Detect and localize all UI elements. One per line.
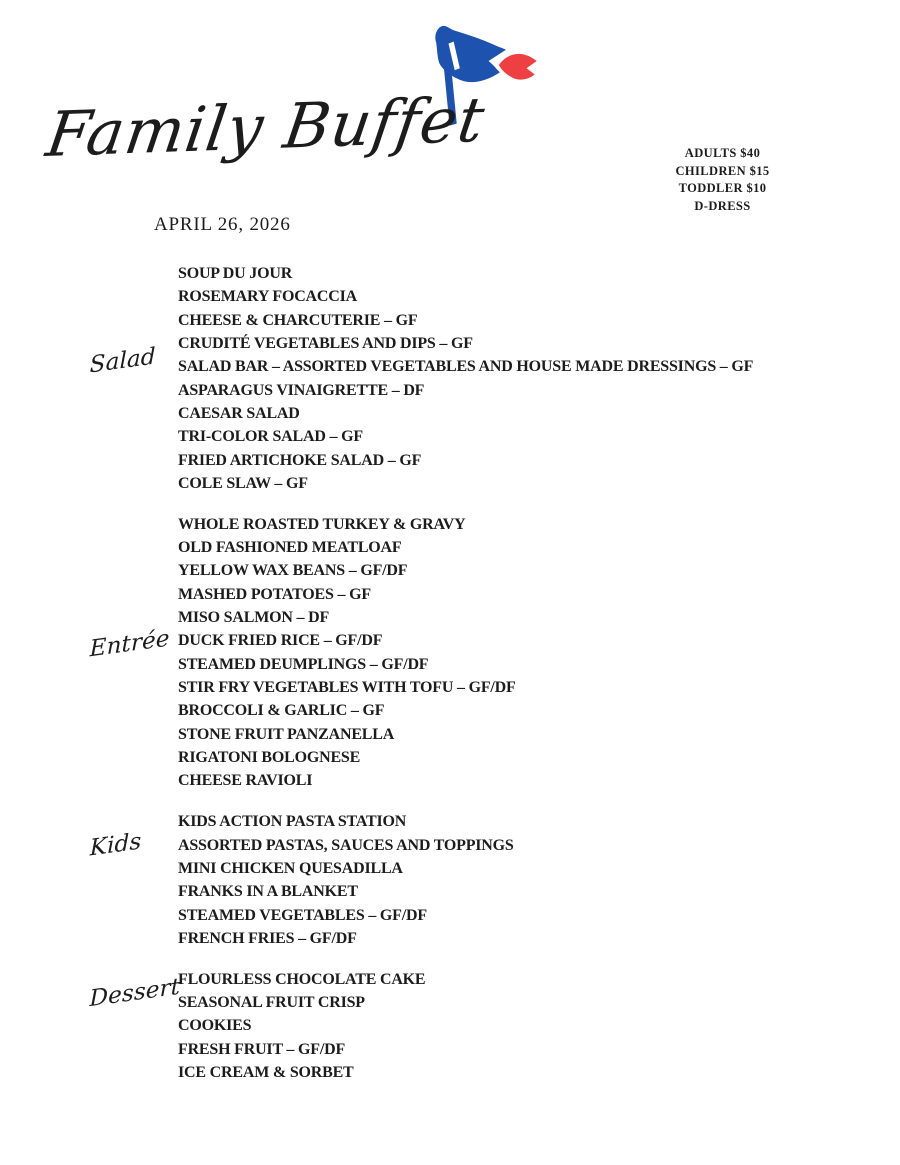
menu-item: OLD FASHIONED MEATLOAF	[178, 539, 402, 557]
menu-item: MASHED POTATOES – GF	[178, 585, 371, 603]
menu-item: YELLOW WAX BEANS – GF/DF	[178, 562, 408, 580]
menu-item: SALAD BAR – ASSORTED VEGETABLES AND HOUSE MADE DRESSINGS – GF	[178, 358, 754, 376]
section-label: Salad	[89, 343, 156, 379]
section-label: Dessert	[89, 973, 180, 1012]
section-items	[178, 513, 828, 793]
menu-item: FRENCH FRIES – GF/DF	[178, 929, 357, 947]
section-label: Kids	[89, 828, 142, 862]
menu-item: FRANKS IN A BLANKET	[178, 883, 358, 901]
menu	[88, 262, 828, 1102]
event-date: APRIL 26, 2026	[154, 214, 291, 235]
menu-item: MISO SALMON – DF	[178, 609, 330, 627]
price-toddler: TODDLER $10	[678, 181, 767, 196]
menu-item: CHEESE & CHARCUTERIE – GF	[178, 311, 418, 329]
menu-item: TRI-COLOR SALAD – GF	[178, 428, 363, 446]
menu-item: FRESH FRUIT – GF/DF	[178, 1040, 346, 1058]
price-adults: ADULTS $40	[684, 146, 761, 160]
menu-item: COLE SLAW – GF	[178, 474, 308, 492]
menu-section-dessert	[88, 968, 828, 1085]
menu-section-salad	[88, 262, 828, 495]
red-pennant-flag	[499, 54, 537, 80]
menu-section-kids	[88, 810, 828, 950]
menu-item: ASPARAGUS VINAIGRETTE – DF	[178, 381, 425, 399]
menu-item: CRUDITÉ VEGETABLES AND DIPS – GF	[178, 334, 473, 352]
menu-item: DUCK FRIED RICE – GF/DF	[178, 632, 383, 650]
menu-item: STEAMED VEGETABLES – GF/DF	[178, 906, 427, 924]
menu-item: COOKIES	[178, 1017, 252, 1035]
menu-item: ASSORTED PASTAS, SAUCES AND TOPPINGS	[178, 836, 514, 854]
section-items	[178, 262, 828, 495]
menu-item: BROCCOLI & GARLIC – GF	[178, 702, 385, 720]
pricing-block	[640, 145, 805, 215]
menu-item: STONE FRUIT PANZANELLA	[178, 725, 395, 743]
menu-item: STIR FRY VEGETABLES WITH TOFU – GF/DF	[178, 679, 516, 697]
menu-section-entree	[88, 513, 828, 793]
menu-item: CHEESE RAVIOLI	[178, 772, 313, 790]
section-items	[178, 810, 828, 950]
dress-code: D-DRESS	[694, 198, 751, 213]
menu-item: MINI CHICKEN QUESADILLA	[178, 859, 403, 877]
section-items	[178, 968, 828, 1085]
menu-item: RIGATONI BOLOGNESE	[178, 749, 361, 767]
menu-item: WHOLE ROASTED TURKEY & GRAVY	[178, 515, 466, 533]
section-label: Entrée	[89, 625, 170, 663]
menu-item: SEASONAL FRUIT CRISP	[178, 994, 365, 1012]
menu-item: CAESAR SALAD	[178, 404, 300, 422]
menu-item: FLOURLESS CHOCOLATE CAKE	[178, 970, 426, 988]
menu-item: KIDS ACTION PASTA STATION	[178, 813, 407, 831]
menu-item: ROSEMARY FOCACCIA	[178, 288, 357, 306]
price-children: CHILDREN $15	[675, 163, 770, 178]
menu-item: FRIED ARTICHOKE SALAD – GF	[178, 451, 422, 469]
menu-item: ICE CREAM & SORBET	[178, 1064, 354, 1081]
menu-item: STEAMED DEUMPLINGS – GF/DF	[178, 655, 429, 673]
page-title: Family Buffet	[42, 82, 490, 171]
menu-item: SOUP DU JOUR	[178, 265, 293, 282]
